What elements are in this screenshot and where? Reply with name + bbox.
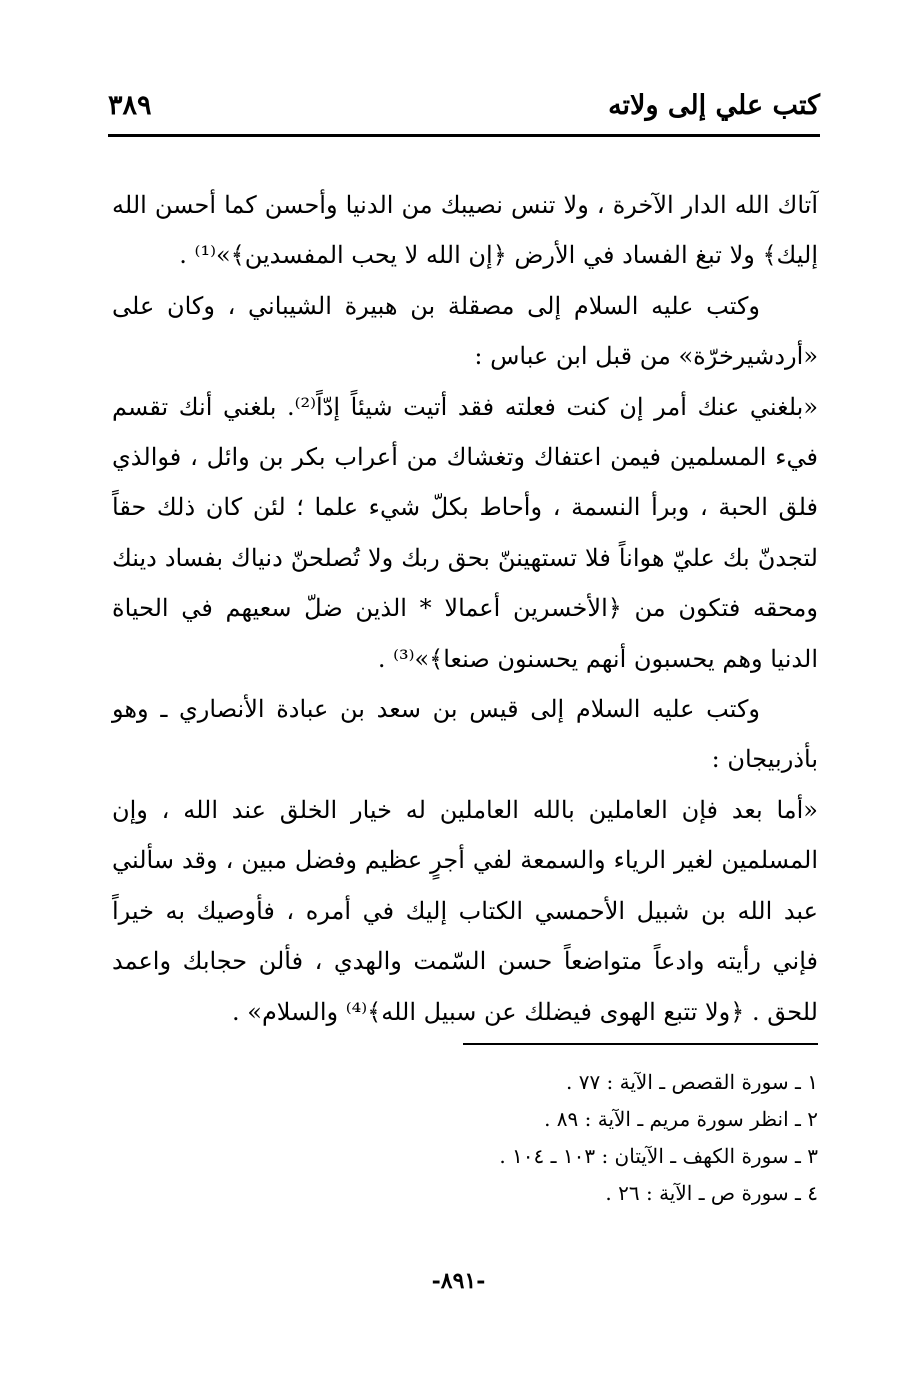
paragraph-continuation: آتاك الله الدار الآخرة ، ولا تنس نصيبك من الدنيا وأحسن كما أحسن الله إليك﴾ ولا تبغ الفساد في الأرض ﴿إن الله لا يحب المفسدين﴾»⁽¹⁾ . (112, 191, 818, 270)
footnote-item: ٣ ـ سورة الكهف ـ الآيتان : ١٠٣ ـ ١٠٤ . (499, 1144, 818, 1168)
running-header (108, 84, 820, 136)
bottom-page-number: -٨٩١- (431, 1268, 486, 1294)
header-rule (108, 134, 820, 137)
header-title: كتب علي إلى ولاته (608, 90, 820, 121)
footnote-item: ١ ـ سورة القصص ـ الآية : ٧٧ . (565, 1070, 818, 1094)
paragraph-intro-qays: وكتب عليه السلام إلى قيس بن سعد بن عبادة الأنصاري ـ وهو بأذربيجان : (112, 695, 818, 774)
footnote-rule (463, 1043, 818, 1045)
footnote-item: ٢ ـ انظر سورة مريم ـ الآية : ٨٩ . (544, 1107, 818, 1131)
paragraph-intro-masqala: وكتب عليه السلام إلى مصقلة بن هبيرة الشيباني ، وكان على «أردشيرخرّة» من قبل ابن عباس : (112, 291, 818, 371)
paragraph-letter-masqala: «بلغني عنك أمر إن كنت فعلته فقد أتيت شيئاً إدّاً⁽²⁾. بلغني أنك تقسم فيء المسلمين فيمن اعتفاك وتغشاك من أعراب بكر بن وائل ، فوالذي فلق الحبة ، وبرأ النسمة ، وأحاط بكلّ شيء علما ؛ لئن كان ذلك حقاً لتجدنّ بك عليّ هواناً فلا تستهيننّ بحق ربك ولا تُصلحنّ دنياك بفساد دينك ومحقه فتكون من ﴿الأخسرين أعمالا * الذين ضلّ سعيهم في الحياة الدنيا وهم يحسبون أنهم يحسنون صنعا﴾»⁽³⁾ . (112, 392, 818, 673)
paragraph-letter-qays: «أما بعد فإن العاملين بالله العاملين له خيار الخلق عند الله ، وإن المسلمين لغير الرياء والسمعة لفي أجرٍ عظيم وفضل مبين ، وقد سألني عبد الله بن شبيل الأحمسي الكتاب إليك في أمره ، فأوصيك به خيراً فإني رأيته وادعاً متواضعاً حسن السّمت والهدي ، فألن حجابك واعمد للحق . ﴿ولا تتبع الهوى فيضلك عن سبيل الله﴾⁽⁴⁾ والسلام» . (112, 795, 819, 1026)
header-page-number: ٣٨٩ (108, 90, 152, 121)
body-text (112, 180, 818, 1037)
footnotes (400, 1064, 818, 1212)
footnote-item: ٤ ـ سورة ص ـ الآية : ٢٦ . (605, 1181, 818, 1205)
